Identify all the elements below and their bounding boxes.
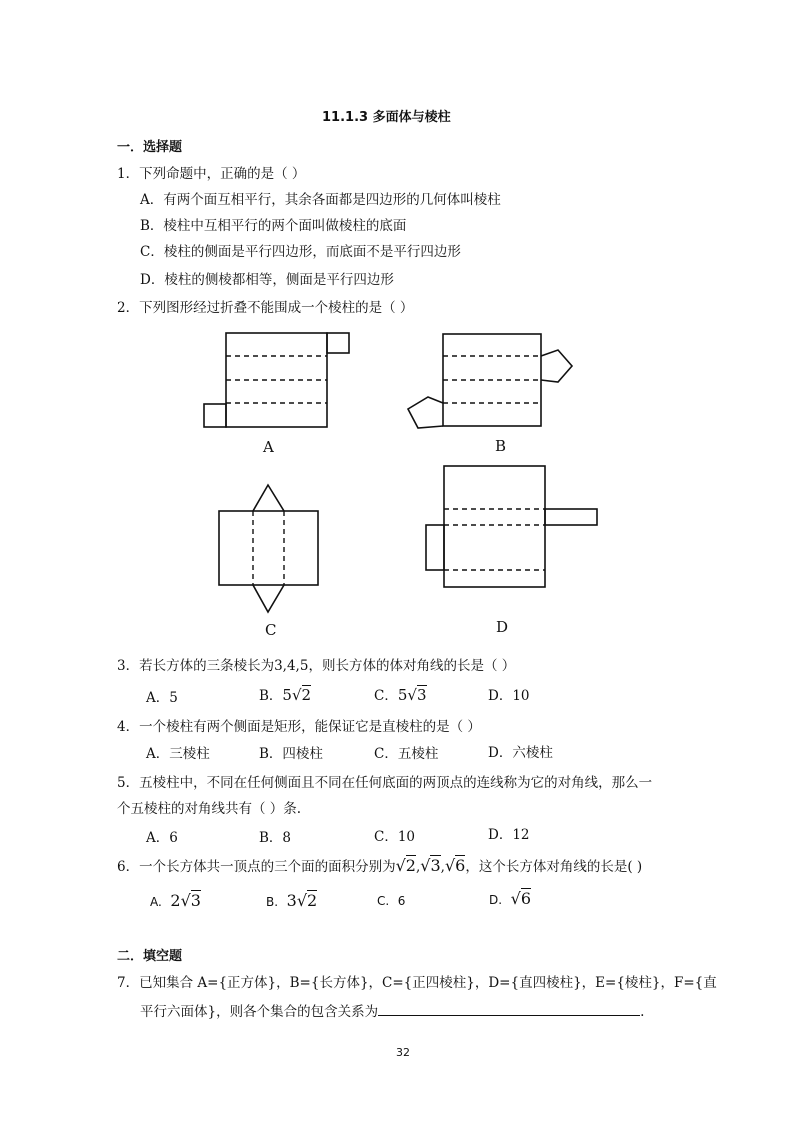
question-6-stem: 6．一个长方体共一顶点的三个面的面积分别为√2,√3,√6，这个长方体对角线的长是( ) — [117, 856, 643, 875]
question-6-option-c — [377, 893, 405, 909]
question-5-stem-line1: 5．五棱柱中，不同在任何侧面且不同在任何底面的两顶点的连线称为它的对角线，那么一 — [117, 775, 653, 791]
sqrt-icon: √ — [296, 891, 308, 910]
question-7-line2-text: 平行六面体}，则各个集合的包含关系为 — [140, 1004, 379, 1020]
sqrt-icon: √ — [407, 686, 417, 704]
option-b-coef: 5 — [282, 686, 292, 704]
question-6-option-d — [489, 889, 531, 908]
question-1-option-b: B．棱柱中互相平行的两个面叫做棱柱的底面 — [140, 218, 407, 234]
question-2-stem: 2．下列图形经过折叠不能围成一个棱柱的是（ ） — [117, 300, 414, 316]
radical-1: 2 — [405, 856, 416, 875]
option-b-coef: 3 — [286, 891, 297, 910]
question-1-option-d: D．棱柱的侧棱都相等，侧面是平行四边形 — [140, 272, 394, 288]
question-3-option-b — [259, 684, 311, 704]
question-3-option-c — [374, 684, 427, 704]
question-6-option-b — [266, 891, 317, 910]
question-4-option-a: A．三棱柱 — [146, 746, 210, 762]
option-c-letter: C． — [374, 688, 398, 704]
question-5-option-a: A．6 — [146, 830, 178, 846]
question-5-option-d: D．12 — [488, 827, 530, 843]
question-4-option-d: D．六棱柱 — [488, 745, 553, 761]
option-b-radicand: 2 — [307, 891, 318, 910]
section-heading-fill: 二．填空题 — [117, 949, 183, 964]
question-7-line1: 7．已知集合 A={正方体}，B={长方体}，C={正四棱柱}，D={直四棱柱}，E={棱柱}，F={直 — [117, 975, 717, 991]
question-4-stem: 4．一个棱柱有两个侧面是矩形，能保证它是直棱柱的是（ ） — [117, 719, 481, 735]
figure-c-label: C — [265, 621, 277, 639]
option-b-letter: B. — [266, 895, 279, 909]
question-3-option-d: D．10 — [488, 688, 530, 704]
question-6-stem-pre: 6．一个长方体共一顶点的三个面的面积分别为 — [117, 859, 396, 875]
question-4-option-c: C．五棱柱 — [374, 746, 439, 762]
option-c-letter: C. — [377, 894, 390, 908]
option-b-letter: B． — [259, 688, 283, 704]
option-a-coef: 2 — [170, 891, 181, 910]
question-7-line2 — [140, 1000, 644, 1020]
question-1-option-c: C．棱柱的侧面是平行四边形，而底面不是平行四边形 — [140, 244, 461, 260]
sqrt-icon: √ — [510, 889, 521, 908]
section-heading-choice: 一．选择题 — [117, 140, 183, 155]
option-a-radicand: 3 — [190, 891, 201, 910]
page-title: 11.1.3 多面体与棱柱 — [322, 110, 451, 125]
figure-d-label: D — [496, 618, 509, 636]
figure-b-label: B — [495, 437, 507, 455]
option-c-radicand: 3 — [416, 686, 427, 704]
option-d-radicand: 6 — [520, 889, 532, 908]
sqrt-icon: √ — [395, 856, 406, 875]
sqrt-icon: √ — [291, 686, 302, 704]
question-5-stem-line2: 个五棱柱的对角线共有（ ）条. — [117, 801, 302, 817]
question-5-option-b: B．8 — [259, 830, 292, 846]
question-1-option-a: A．有两个面互相平行，其余各面都是四边形的几何体叫棱柱 — [140, 192, 501, 208]
question-3-option-a: A．5 — [146, 690, 178, 706]
option-d-letter: D. — [489, 893, 503, 907]
answer-blank[interactable] — [378, 1003, 640, 1016]
option-b-radicand: 2 — [301, 686, 312, 704]
radical-3: 6 — [455, 856, 466, 875]
question-6-stem-post: ，这个长方体对角线的长是( ) — [465, 859, 643, 875]
option-a-letter: A. — [150, 895, 162, 909]
question-1-stem: 1．下列命题中，正确的是（ ） — [117, 166, 306, 182]
sqrt-icon: √ — [444, 856, 456, 875]
page-number: 32 — [396, 1046, 410, 1059]
sqrt-icon: √ — [420, 856, 431, 875]
question-7-line2-end: . — [640, 1004, 645, 1020]
figure-a-label: A — [263, 438, 274, 456]
question-6-option-a — [150, 891, 201, 910]
radical-2: 3 — [430, 856, 441, 875]
question-4-option-b: B．四棱柱 — [259, 746, 323, 762]
sqrt-icon: √ — [180, 891, 191, 910]
option-c-value: 6 — [397, 894, 406, 908]
question-3-stem: 3．若长方体的三条棱长为3,4,5，则长方体的体对角线的长是（ ） — [117, 658, 516, 674]
option-c-coef: 5 — [397, 686, 408, 704]
question-5-option-c: C．10 — [374, 829, 416, 845]
